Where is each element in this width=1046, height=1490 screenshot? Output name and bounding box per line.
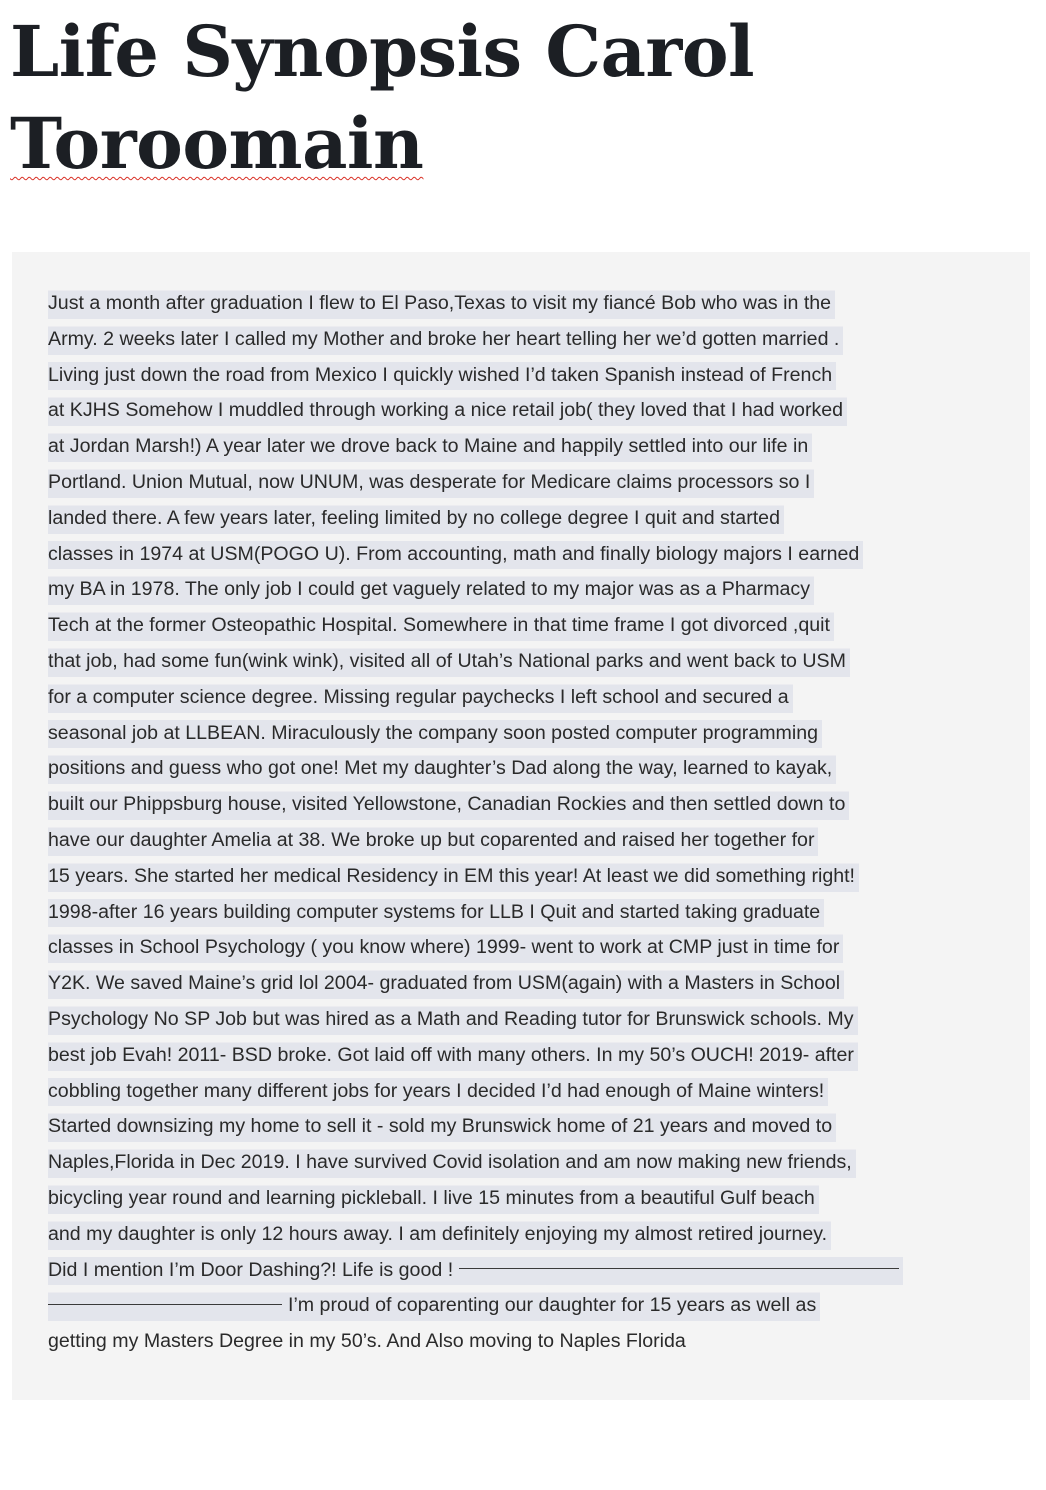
text-line-with-rule (48, 1253, 903, 1289)
text-line: landed there. A few years later, feeling limited by no college degree I quit and started (48, 501, 784, 537)
text-line: that job, had some fun(wink wink), visited all of Utah’s National parks and went back to USM (48, 644, 850, 680)
text-line: at KJHS Somehow I muddled through working a nice retail job( they loved that I had worked (48, 393, 847, 429)
text-line: Naples,Florida in Dec 2019. I have survived Covid isolation and am now making new friends, (48, 1145, 856, 1181)
page-title (10, 6, 910, 190)
text-line-with-rule (48, 1288, 820, 1324)
text-line: 1998-after 16 years building computer systems for LLB I Quit and started taking graduate (48, 895, 824, 931)
text-line: Portland. Union Mutual, now UNUM, was desperate for Medicare claims processors so I (48, 465, 814, 501)
text-line: Psychology No SP Job but was hired as a Math and Reading tutor for Brunswick schools. My (48, 1002, 858, 1038)
text-line: positions and guess who got one! Met my daughter’s Dad along the way, learned to kayak, (48, 751, 836, 787)
scanned-text-block (48, 286, 1008, 1360)
text-line: classes in School Psychology ( you know where) 1999- went to work at CMP just in time for (48, 930, 843, 966)
text-line: my BA in 1978. The only job I could get vaguely related to my major was as a Pharmacy (48, 572, 814, 608)
text-line: have our daughter Amelia at 38. We broke up but coparented and raised her together for (48, 823, 818, 859)
text-line: Started downsizing my home to sell it - sold my Brunswick home of 21 years and moved to (48, 1109, 836, 1145)
text-line: Just a month after graduation I flew to El Paso,Texas to visit my fiancé Bob who was in the (48, 286, 835, 322)
text-line: getting my Masters Degree in my 50’s. And Also moving to Naples Florida (48, 1330, 686, 1353)
horizontal-rule (48, 1304, 282, 1305)
text-line: cobbling together many different jobs for years I decided I’d had enough of Maine winters! (48, 1074, 828, 1110)
title-surname: Toroomain (10, 102, 424, 185)
text-line: built our Phippsburg house, visited Yellowstone, Canadian Rockies and then settled down to (48, 787, 849, 823)
text-line: Y2K. We saved Maine’s grid lol 2004- graduated from USM(again) with a Masters in School (48, 966, 844, 1002)
text-line: best job Evah! 2011- BSD broke. Got laid off with many others. In my 50’s OUCH! 2019- after (48, 1038, 858, 1074)
text-line: bicycling year round and learning pickleball. I live 15 minutes from a beautiful Gulf beach (48, 1181, 819, 1217)
text-line: and my daughter is only 12 hours away. I am definitely enjoying my almost retired journey. (48, 1217, 831, 1253)
text-line-content: Did I mention I’m Door Dashing?! Life is good ! (48, 1258, 454, 1281)
text-line-content: I’m proud of coparenting our daughter for 15 years as well as (288, 1294, 817, 1317)
title-line-2 (10, 98, 910, 190)
text-line: Tech at the former Osteopathic Hospital. Somewhere in that time frame I got divorced ,quit (48, 608, 834, 644)
title-line-1: Life Synopsis Carol (10, 10, 755, 93)
text-line: classes in 1974 at USM(POGO U). From accounting, math and finally biology majors I earned (48, 537, 863, 573)
text-line: at Jordan Marsh!) A year later we drove back to Maine and happily settled into our life in (48, 429, 812, 465)
scanned-document-image (12, 252, 1030, 1400)
text-line: for a computer science degree. Missing regular paychecks I left school and secured a (48, 680, 793, 716)
text-line: 15 years. She started her medical Residency in EM this year! At least we did something right! (48, 859, 859, 895)
text-line: seasonal job at LLBEAN. Miraculously the company soon posted computer programming (48, 716, 822, 752)
text-line: Army. 2 weeks later I called my Mother and broke her heart telling her we’d gotten married . (48, 322, 843, 358)
text-line: Living just down the road from Mexico I quickly wished I’d taken Spanish instead of French (48, 358, 836, 394)
horizontal-rule (459, 1268, 899, 1269)
